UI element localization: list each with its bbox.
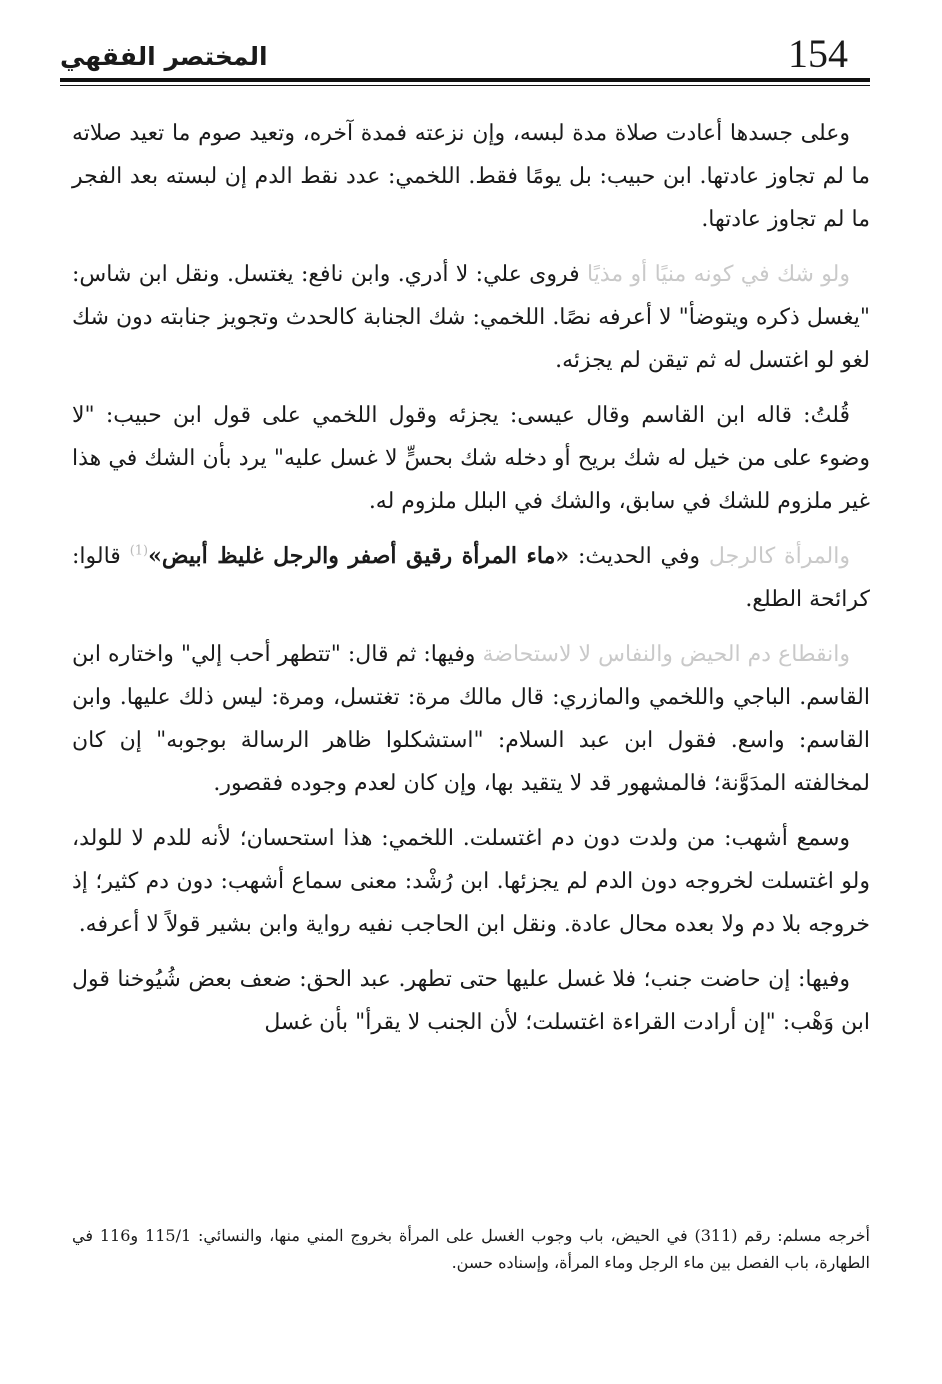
paragraph-text: فروى علي: لا أدري. وابن نافع: يغتسل. ونقل ابن شاس: "يغسل ذكره ويتوضأ" لا أعرفه نصًا. اللخمي: شك الجنابة كالحدث وتجويز جنابته دون شك لغو لو اغتسل له ثم تيقن لم يجزئه. (72, 262, 870, 373)
paragraph-6 (72, 817, 870, 946)
footnote-1: أخرجه مسلم: رقم (311) في الحيض، باب وجوب الغسل على المرأة بخروج المني منها، والنسائي: 115/1 و116 في الطهارة، باب الفصل بين ماء الرجل وماء المرأة، وإسناده حسن. (72, 1226, 870, 1272)
paragraph-2 (72, 253, 870, 382)
body-text (72, 112, 870, 1056)
faded-heading: والمرأة كالرجل (708, 544, 850, 569)
paragraph-5 (72, 633, 870, 805)
header-rule-thin (60, 85, 870, 86)
footnote-ref: (1) (129, 543, 149, 559)
paragraph-text: وفي الحديث: (569, 544, 709, 569)
page-number: 154 (788, 31, 848, 76)
hadith-quote: «ماء المرأة رقيق أصفر والرجل غليظ أبيض» (148, 543, 570, 569)
paragraph-4 (72, 535, 870, 621)
footnotes (72, 1222, 870, 1276)
paragraph-text: وسمع أشهب: من ولدت دون دم اغتسلت. اللخمي: هذا استحسان؛ لأنه للدم لا للولد، ولو اغتسلت لخروجه دون الدم لم يجزئها. ابن رُشْد: معنى سماع أشهب: دون دم كثير؛ إذ خروجه بلا دم ولا بعده محال عادة. ونقل ابن الحاجب نفيه رواية وابن بشير قولاً لا أعرفه. (72, 826, 870, 937)
faded-heading: وانقطاع دم الحيض والنفاس لا لاستحاضة (482, 642, 850, 667)
paragraph-text: وفيها: ثم قال: "تتطهر أحب إلي" واختاره ابن القاسم. الباجي واللخمي والمازري: قال مالك مرة: تغتسل، ومرة: ليس ذلك عليها. وابن القاسم: واسع. فقول ابن عبد السلام: "استشكلوا ظاهر الرسالة بوجوبه" إن كان لمخالفته المدَوَّنة؛ فالمشهور قد لا يتقيد بها، وإن كان لعدم وجوده فقصور. (72, 642, 870, 796)
paragraph-3 (72, 394, 870, 523)
paragraph-text: وفيها: إن حاضت جنب؛ فلا غسل عليها حتى تطهر. عبد الحق: ضعف بعض شُيُوخنا قول ابن وَهْب: "إن أرادت القراءة اغتسلت؛ لأن الجنب لا يقرأ" بأن غسل (72, 967, 870, 1035)
paragraph-1 (72, 112, 870, 241)
paragraph-trail: قالوا: كرائحة الطلع. (72, 544, 870, 612)
paragraph-text: وعلى جسدها أعادت صلاة مدة لبسه، وإن نزعته فمدة آخره، وتعيد صوم ما تعيد صلاته ما لم تجاوز عادتها. ابن حبيب: بل يومًا فقط. اللخمي: عدد نقط الدم إن لبسته بعد الفجر ما لم تجاوز عادتها. (72, 121, 870, 232)
paragraph-7 (72, 958, 870, 1044)
page-header (60, 28, 870, 88)
paragraph-text: قُلتُ: قاله ابن القاسم وقال عيسى: يجزئه وقول اللخمي على قول ابن حبيب: "لا وضوء على من خيل له شك بريح أو دخله شك بحسٍّ لا غسل عليه" يرد بأن الشك في هذا غير ملزوم للشك في سابق، والشك في البلل ملزوم له. (72, 403, 870, 514)
faded-heading: ولو شك في كونه منيًا أو مذيًا (587, 262, 850, 287)
header-rule-thick (60, 78, 870, 82)
book-title: المختصر الفقهي (60, 42, 268, 71)
